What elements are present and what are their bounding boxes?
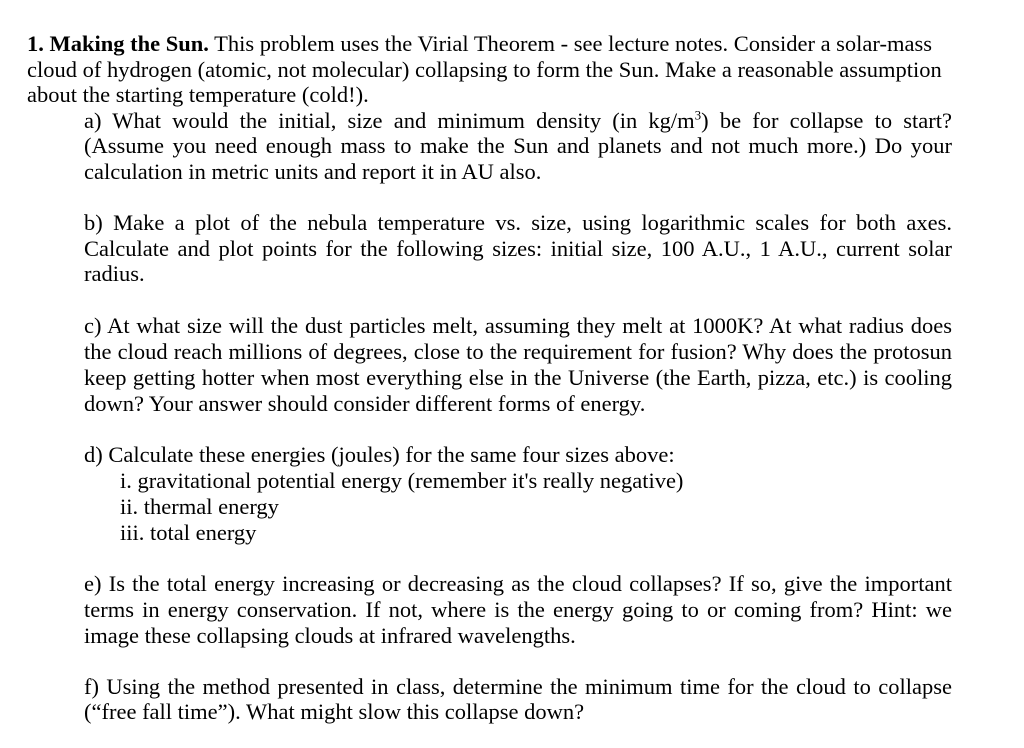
part-d-list <box>120 468 952 546</box>
part-d-lead: d) Calculate these energies (joules) for the same four sizes above: <box>84 442 675 468</box>
part-c: c) At what size will the dust particles melt, assuming they melt at 1000K? At what radius does the cloud reach millions of degrees, close to the requirement for fusion? Why does the protosun keep getting hotter when most everything else in the Universe (the Earth, pizza, etc.) is cooling down? Your answer should consider different forms of energy. <box>84 313 952 416</box>
part-d-item-total: iii. total energy <box>120 520 257 546</box>
part-d-item-gravitational: i. gravitational potential energy (remember it's really negative) <box>120 468 684 494</box>
part-a-text-end: ) be for collapse to start? (Assume you need enough mass to make the Sun and planets and not much more.) Do your calculation in metric units and report it in AU also. <box>84 107 952 185</box>
part-f: f) Using the method presented in class, determine the minimum time for the cloud to collapse (“free fall time”). What might slow this collapse down? <box>84 673 952 725</box>
part-d-item-thermal: ii. thermal energy <box>120 494 279 520</box>
part-d <box>84 442 952 546</box>
part-b: b) Make a plot of the nebula temperature vs. size, using logarithmic scales for both axes. Calculate and plot points for the following sizes: initial size, 100 A.U., 1 A.U., current solar radius. <box>84 209 952 287</box>
problem-heading: 1. Making the Sun. <box>27 31 209 56</box>
part-a-exponent: 3 <box>694 107 702 122</box>
problem-intro <box>27 31 952 108</box>
problem-document <box>27 31 952 725</box>
problem-intro-text: This problem uses the Virial Theorem - see lecture notes. Consider a solar-mass cloud of hydrogen (atomic, not molecular) collapsing to form the Sun. Make a reasonable assumption about the starting temperature (cold!). <box>27 31 942 107</box>
part-e: e) Is the total energy increasing or decreasing as the cloud collapses? If so, give the important terms in energy conservation. If not, where is the energy going to or coming from? Hint: we image these collapsing clouds at infrared wavelengths. <box>84 571 952 648</box>
part-a-text-start: a) What would the initial, size and minimum density (in kg/m <box>84 107 695 133</box>
part-a <box>84 108 952 185</box>
